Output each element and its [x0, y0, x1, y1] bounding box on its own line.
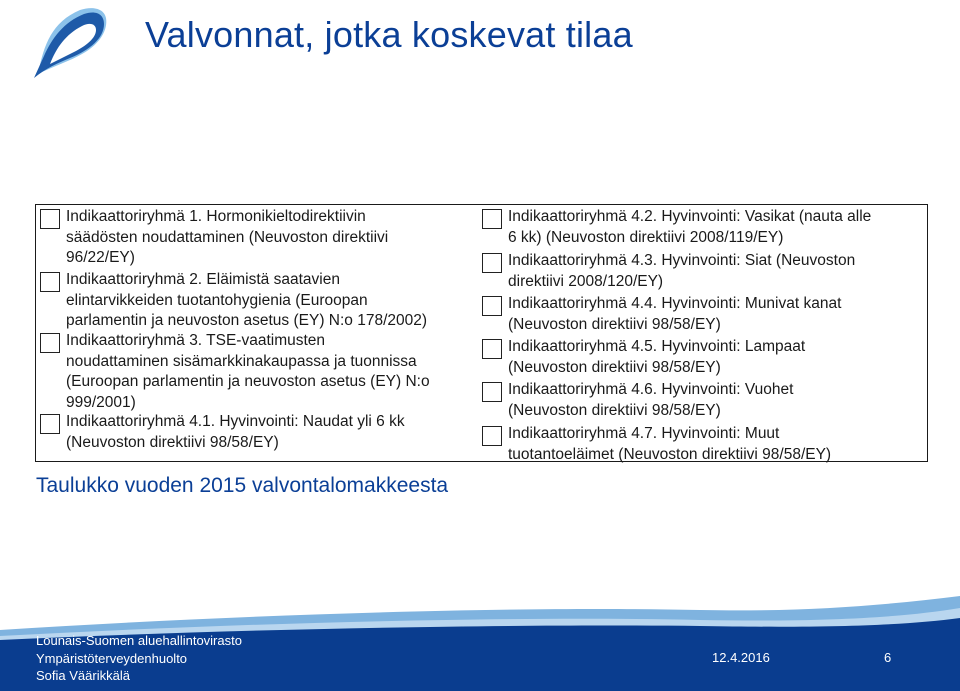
indicator-label-line: (Euroopan parlamentin ja neuvoston asetus (EY) N:o [66, 373, 430, 390]
indicator-checkbox[interactable] [482, 339, 502, 359]
indicator-label [66, 412, 472, 453]
indicator-label-line: Indikaattoriryhmä 1. Hormonikieltodirektiivin [66, 208, 366, 225]
indicator-checkbox[interactable] [40, 414, 60, 434]
indicator-label-line: elintarvikkeiden tuotantohygienia (Euroopan [66, 291, 368, 309]
indicator-label [508, 380, 924, 421]
form-table [35, 204, 928, 462]
indicator-checkbox[interactable] [40, 272, 60, 292]
footer-date: 12.4.2016 [712, 650, 770, 665]
indicator-label [508, 294, 924, 335]
indicator-label [66, 270, 472, 332]
indicator-label-line: (Neuvoston direktiivi 98/58/EY) [508, 358, 721, 376]
indicator-label [508, 424, 924, 465]
footer-org: Lounais-Suomen aluehallintovirasto [36, 633, 242, 648]
indicator-label-line: 999/2001) [66, 393, 136, 411]
indicator-checkbox[interactable] [482, 296, 502, 316]
indicator-label-line: Indikaattoriryhmä 4.5. Hyvinvointi: Lampaat [508, 338, 806, 355]
indicator-checkbox[interactable] [482, 209, 502, 229]
footer-unit: Ympäristöterveydenhuolto [36, 651, 188, 666]
indicator-checkbox[interactable] [482, 253, 502, 273]
indicator-checkbox[interactable] [482, 426, 502, 446]
indicator-checkbox[interactable] [40, 209, 60, 229]
avi-logo [30, 4, 110, 80]
footer-page-number: 6 [884, 650, 892, 665]
indicator-label-line: Indikaattoriryhmä 2. Eläimistä saatavien [66, 271, 340, 288]
indicator-label-line: Indikaattoriryhmä 4.4. Hyvinvointi: Munivat kanat [508, 295, 842, 312]
indicator-label [508, 337, 924, 378]
indicator-label-line: (Neuvoston direktiivi 98/58/EY) [508, 315, 721, 333]
indicator-label [66, 207, 472, 269]
indicator-checkbox[interactable] [482, 382, 502, 402]
indicator-label-line: Indikaattoriryhmä 4.2. Hyvinvointi: Vasikat (nauta alle [508, 208, 872, 225]
table-caption: Taulukko vuoden 2015 valvontalomakkeesta [36, 474, 449, 497]
indicator-label [66, 331, 472, 413]
indicator-label-line: 96/22/EY) [66, 249, 135, 266]
indicator-label-line: Indikaattoriryhmä 4.6. Hyvinvointi: Vuohet [508, 381, 794, 398]
indicator-label-line: (Neuvoston direktiivi 98/58/EY) [508, 401, 721, 419]
indicator-label-line: 6 kk) (Neuvoston direktiivi 2008/119/EY) [508, 228, 784, 246]
indicator-label [508, 207, 924, 248]
indicator-label-line: Indikaattoriryhmä 3. TSE-vaatimusten [66, 332, 326, 349]
indicator-label-line: noudattaminen sisämarkkinakaupassa ja tuonnissa [66, 352, 417, 370]
indicator-label-line: Indikaattoriryhmä 4.1. Hyvinvointi: Naudat yli 6 kk [66, 413, 405, 430]
indicator-label-line: tuotantoeläimet (Neuvoston direktiivi 98/58/EY) [508, 445, 832, 463]
indicator-label-line: Indikaattoriryhmä 4.7. Hyvinvointi: Muut [508, 425, 780, 442]
indicator-label-line: (Neuvoston direktiivi 98/58/EY) [66, 433, 279, 451]
indicator-label-line: direktiivi 2008/120/EY) [508, 272, 664, 290]
indicator-label-line: parlamentin ja neuvoston asetus (EY) N:o 178/2002) [66, 312, 428, 329]
footer-author: Sofia Väärikkälä [36, 668, 130, 683]
indicator-label [508, 251, 924, 292]
indicator-label-line: Indikaattoriryhmä 4.3. Hyvinvointi: Siat (Neuvoston [508, 252, 856, 269]
footer [0, 596, 960, 691]
indicator-label-line: säädösten noudattaminen (Neuvoston direktiivi [66, 228, 389, 246]
indicator-checkbox[interactable] [40, 333, 60, 353]
slide-title: Valvonnat, jotka koskevat tilaa [145, 14, 633, 55]
